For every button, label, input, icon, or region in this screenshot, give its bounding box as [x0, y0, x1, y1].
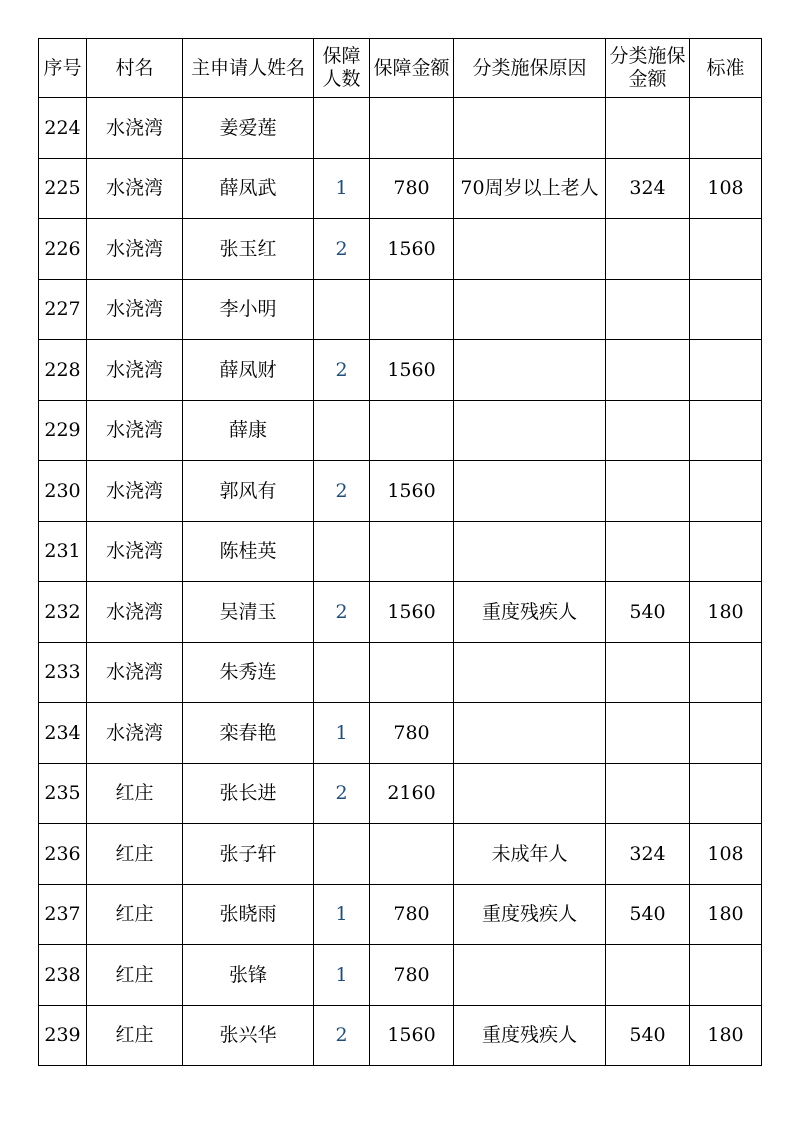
cell-reason [454, 945, 606, 1006]
cell-amount: 1560 [370, 461, 454, 522]
cell-village: 水浇湾 [87, 219, 183, 280]
cell-standard: 108 [690, 158, 762, 219]
cell-village: 水浇湾 [87, 279, 183, 340]
cell-reason [454, 279, 606, 340]
cell-amount: 780 [370, 703, 454, 764]
cell-reason [454, 642, 606, 703]
cell-amount [370, 279, 454, 340]
header-standard: 标准 [690, 39, 762, 98]
cell-persons: 2 [314, 1005, 370, 1066]
cell-amount [370, 642, 454, 703]
header-persons: 保障人数 [314, 39, 370, 98]
cell-reason: 重度残疾人 [454, 884, 606, 945]
cell-applicant-name: 张兴华 [183, 1005, 314, 1066]
table-row [39, 219, 762, 280]
cell-class-amount [606, 642, 690, 703]
cell-persons: 1 [314, 158, 370, 219]
cell-class-amount: 540 [606, 582, 690, 643]
cell-applicant-name: 郭风有 [183, 461, 314, 522]
table-row [39, 461, 762, 522]
cell-amount [370, 521, 454, 582]
cell-seq: 233 [39, 642, 87, 703]
cell-reason: 70周岁以上老人 [454, 158, 606, 219]
cell-persons [314, 521, 370, 582]
cell-applicant-name: 薛康 [183, 400, 314, 461]
table-body [39, 98, 762, 1066]
cell-reason [454, 703, 606, 764]
cell-persons: 2 [314, 219, 370, 280]
cell-amount: 1560 [370, 1005, 454, 1066]
table-row [39, 400, 762, 461]
cell-class-amount [606, 340, 690, 401]
cell-amount: 2160 [370, 763, 454, 824]
cell-class-amount [606, 521, 690, 582]
cell-reason [454, 219, 606, 280]
cell-standard [690, 98, 762, 159]
cell-class-amount [606, 400, 690, 461]
cell-class-amount [606, 703, 690, 764]
cell-class-amount: 540 [606, 1005, 690, 1066]
cell-class-amount [606, 279, 690, 340]
cell-seq: 239 [39, 1005, 87, 1066]
header-applicant: 主申请人姓名 [183, 39, 314, 98]
cell-village: 红庄 [87, 1005, 183, 1066]
cell-class-amount [606, 98, 690, 159]
cell-persons: 2 [314, 763, 370, 824]
cell-persons [314, 98, 370, 159]
cell-standard [690, 219, 762, 280]
cell-seq: 225 [39, 158, 87, 219]
cell-standard [690, 279, 762, 340]
cell-village: 水浇湾 [87, 461, 183, 522]
cell-standard [690, 642, 762, 703]
cell-amount [370, 824, 454, 885]
cell-reason [454, 461, 606, 522]
cell-village: 水浇湾 [87, 521, 183, 582]
cell-class-amount [606, 461, 690, 522]
cell-standard [690, 945, 762, 1006]
cell-persons: 1 [314, 945, 370, 1006]
cell-amount: 1560 [370, 340, 454, 401]
header-class-amount: 分类施保金额 [606, 39, 690, 98]
cell-standard: 108 [690, 824, 762, 885]
cell-amount [370, 400, 454, 461]
table-row [39, 279, 762, 340]
cell-seq: 230 [39, 461, 87, 522]
table-row [39, 884, 762, 945]
cell-applicant-name: 张子轩 [183, 824, 314, 885]
cell-persons: 1 [314, 703, 370, 764]
cell-village: 水浇湾 [87, 582, 183, 643]
table-row [39, 824, 762, 885]
cell-amount: 780 [370, 158, 454, 219]
cell-village: 红庄 [87, 824, 183, 885]
cell-seq: 229 [39, 400, 87, 461]
table-row [39, 158, 762, 219]
header-amount: 保障金额 [370, 39, 454, 98]
cell-village: 水浇湾 [87, 340, 183, 401]
cell-amount: 780 [370, 884, 454, 945]
table-row [39, 642, 762, 703]
cell-standard [690, 340, 762, 401]
header-row [39, 39, 762, 98]
cell-applicant-name: 栾春艳 [183, 703, 314, 764]
table-row [39, 703, 762, 764]
cell-persons: 1 [314, 884, 370, 945]
table-row [39, 582, 762, 643]
cell-class-amount [606, 219, 690, 280]
cell-seq: 228 [39, 340, 87, 401]
table-row [39, 340, 762, 401]
cell-persons [314, 642, 370, 703]
cell-applicant-name: 朱秀连 [183, 642, 314, 703]
cell-reason [454, 400, 606, 461]
cell-village: 水浇湾 [87, 158, 183, 219]
header-seq: 序号 [39, 39, 87, 98]
cell-standard [690, 703, 762, 764]
cell-applicant-name: 张长进 [183, 763, 314, 824]
cell-applicant-name: 薛凤武 [183, 158, 314, 219]
cell-class-amount: 540 [606, 884, 690, 945]
cell-seq: 231 [39, 521, 87, 582]
cell-applicant-name: 姜爱莲 [183, 98, 314, 159]
cell-seq: 232 [39, 582, 87, 643]
cell-persons: 2 [314, 582, 370, 643]
cell-village: 水浇湾 [87, 400, 183, 461]
cell-persons [314, 824, 370, 885]
cell-persons: 2 [314, 340, 370, 401]
cell-seq: 236 [39, 824, 87, 885]
cell-persons: 2 [314, 461, 370, 522]
cell-reason [454, 521, 606, 582]
cell-village: 水浇湾 [87, 642, 183, 703]
cell-persons [314, 400, 370, 461]
cell-amount: 1560 [370, 219, 454, 280]
table-row [39, 98, 762, 159]
cell-standard: 180 [690, 884, 762, 945]
cell-seq: 226 [39, 219, 87, 280]
cell-class-amount [606, 945, 690, 1006]
table-row [39, 763, 762, 824]
cell-reason: 未成年人 [454, 824, 606, 885]
cell-standard: 180 [690, 1005, 762, 1066]
cell-reason: 重度残疾人 [454, 1005, 606, 1066]
cell-seq: 234 [39, 703, 87, 764]
table-row [39, 1005, 762, 1066]
cell-seq: 227 [39, 279, 87, 340]
cell-amount: 1560 [370, 582, 454, 643]
cell-applicant-name: 陈桂英 [183, 521, 314, 582]
cell-applicant-name: 李小明 [183, 279, 314, 340]
cell-village: 红庄 [87, 884, 183, 945]
cell-applicant-name: 薛凤财 [183, 340, 314, 401]
cell-seq: 224 [39, 98, 87, 159]
cell-seq: 237 [39, 884, 87, 945]
table-row [39, 521, 762, 582]
cell-reason: 重度残疾人 [454, 582, 606, 643]
cell-village: 红庄 [87, 763, 183, 824]
cell-standard: 180 [690, 582, 762, 643]
table-row [39, 945, 762, 1006]
header-village: 村名 [87, 39, 183, 98]
cell-reason [454, 98, 606, 159]
cell-persons [314, 279, 370, 340]
cell-class-amount: 324 [606, 824, 690, 885]
cell-class-amount: 324 [606, 158, 690, 219]
assistance-roster-table [38, 38, 762, 1066]
cell-applicant-name: 吴清玉 [183, 582, 314, 643]
cell-standard [690, 763, 762, 824]
cell-applicant-name: 张晓雨 [183, 884, 314, 945]
cell-standard [690, 400, 762, 461]
cell-village: 水浇湾 [87, 98, 183, 159]
cell-village: 水浇湾 [87, 703, 183, 764]
cell-applicant-name: 张锋 [183, 945, 314, 1006]
cell-village: 红庄 [87, 945, 183, 1006]
cell-reason [454, 763, 606, 824]
cell-reason [454, 340, 606, 401]
cell-class-amount [606, 763, 690, 824]
cell-amount [370, 98, 454, 159]
cell-amount: 780 [370, 945, 454, 1006]
cell-seq: 238 [39, 945, 87, 1006]
cell-standard [690, 521, 762, 582]
header-reason: 分类施保原因 [454, 39, 606, 98]
cell-applicant-name: 张玉红 [183, 219, 314, 280]
cell-standard [690, 461, 762, 522]
cell-seq: 235 [39, 763, 87, 824]
